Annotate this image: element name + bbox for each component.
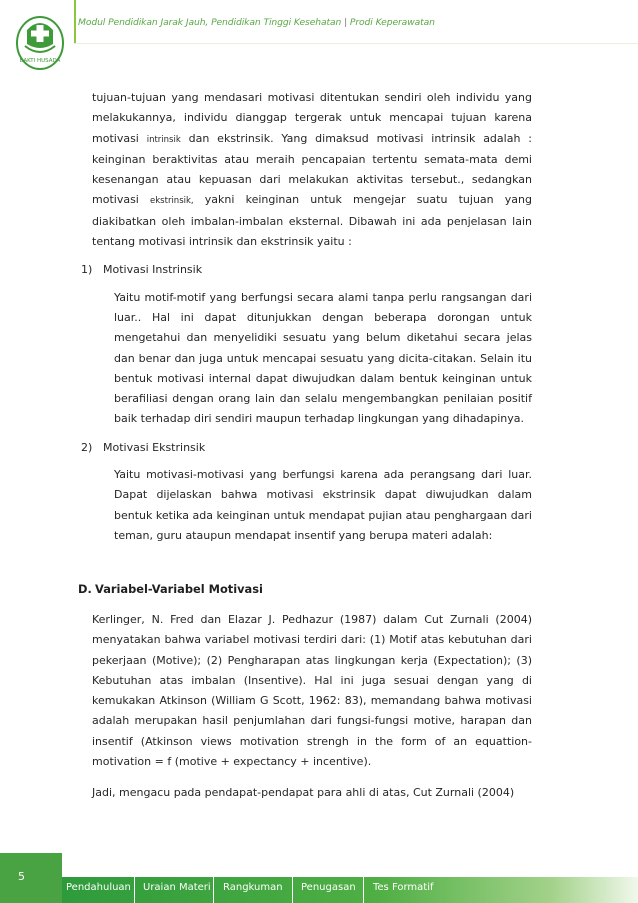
header-title-row: Modul Pendidikan Jarak Jauh, Pendidikan Tinggi Kesehatan | Prodi Keperawatan [78,17,435,28]
main-content [81,88,532,546]
tab-divider [134,877,135,903]
item-title-ekstrinsik: Motivasi Ekstrinsik [103,440,206,454]
header-accent-line [74,0,76,44]
bakti-husada-logo [14,10,66,72]
tab-penugasan[interactable]: Penugasan [301,882,356,893]
page-number: 5 [18,870,25,883]
header-divider [74,43,638,44]
term-ekstrinsik: ekstrinsik, [150,196,194,207]
list-item-heading: 2) Motivasi Ekstrinsik [81,440,206,454]
term-intrinsik: intrinsik [146,134,181,145]
section-heading: D. Variabel-Variabel Motivasi [78,582,263,596]
section-content [92,610,532,804]
tab-tes-formatif[interactable]: Tes Formatif [373,882,434,893]
list-item-heading: 1) Motivasi Instrinsik [81,263,203,277]
program-title: Prodi Keperawatan [349,17,435,28]
section-title: Variabel-Variabel Motivasi [95,582,263,596]
tab-rangkuman[interactable]: Rangkuman [223,882,283,893]
module-title: Modul Pendidikan Jarak Jauh, Pendidikan Tinggi Kesehatan [78,17,342,28]
item-title-intrinsik: Motivasi Instrinsik [103,263,203,277]
item-text-ekstrinsik: Yaitu motivasi-motivasi yang berfungsi karena ada perangsang dari luar. Dapat dijelaskan bahwa motivasi ekstrinsik dapat diwujudkan dalam bentuk ketika ada keinginan untuk mendapat pujian atau penghargaan dari teman, guru ataupun mendapat insentif yang berupa materi adalah: [114,468,532,542]
tab-divider [363,877,364,903]
section-paragraph: Kerlinger, N. Fred dan Elazar J. Pedhazur (1987) dalam Cut Zurnali (2004) menyatakan bahwa variabel motivasi terdiri dari: (1) Motif atas kebutuhan dari pekerjaan (Motive); (2) Pengharapan atas lingkungan kerja (Expectation); (3) Kebutuhan atas imbalan (Insentive). Hal ini juga sesuai dengan yang di kemukakan Atkinson (William G Scott, 1962: 83), memandang bahwa motivasi adalah merupakan hasil penjumlahan dari fungsi-fungsi motive, harapan dan insentif (Atkinson views motivation strengh in the form of an equattion-motivation = f (motive + expectancy + incentive). [92,613,532,769]
item-text-intrinsik: Yaitu motif-motif yang berfungsi secara alami tanpa perlu rangsangan dari luar.. Hal ini dapat ditunjukkan dengan beberapa dorongan untuk mengetahui dan menyelidiki sesuatu yang belum diketahui secara jelas dan benar dan juga untuk mencapai sesuatu yang dicita-citakan. Selain itu bentuk motivasi internal dapat diwujudkan dalam bentuk keinginan untuk berafiliasi dengan orang lain dan selalu mengembangkan penilaian positif baik terhadap diri sendiri maupun terhadap lingkungan yang dihadapinya. [114,290,532,426]
tab-pendahuluan[interactable]: Pendahuluan [66,882,131,893]
section-paragraph: Jadi, mengacu pada pendapat-pendapat para ahli di atas, Cut Zurnali (2004) [92,786,515,800]
tab-uraian-materi[interactable]: Uraian Materi [143,882,211,893]
intro-paragraph: tujuan-tujuan yang mendasari motivasi ditentukan sendiri oleh individu yang melakukannya, individu dianggap tergerak untuk mencapai tujuan karena motivasi intrinsik dan ekstrinsik. Yang dimaksud motivasi intrinsik adalah : keinginan beraktivitas atau meraih pencapaian tertentu semata-mata demi kesenangan atau kepuasan dari melakukan aktivitas tersebut., sedangkan motivasi ekstrinsik, yakni keinginan untuk mengejar suatu tujuan yang diakibatkan oleh imbalan-imbalan eksternal. Dibawah ini ada penjelasan lain tentang motivasi intrinsik dan ekstrinsik yaitu : [92,91,532,249]
logo-text: BAKTI HUSADA [19,58,61,64]
tab-divider [292,877,293,903]
page-number-box [0,853,62,903]
tab-divider [213,877,214,903]
